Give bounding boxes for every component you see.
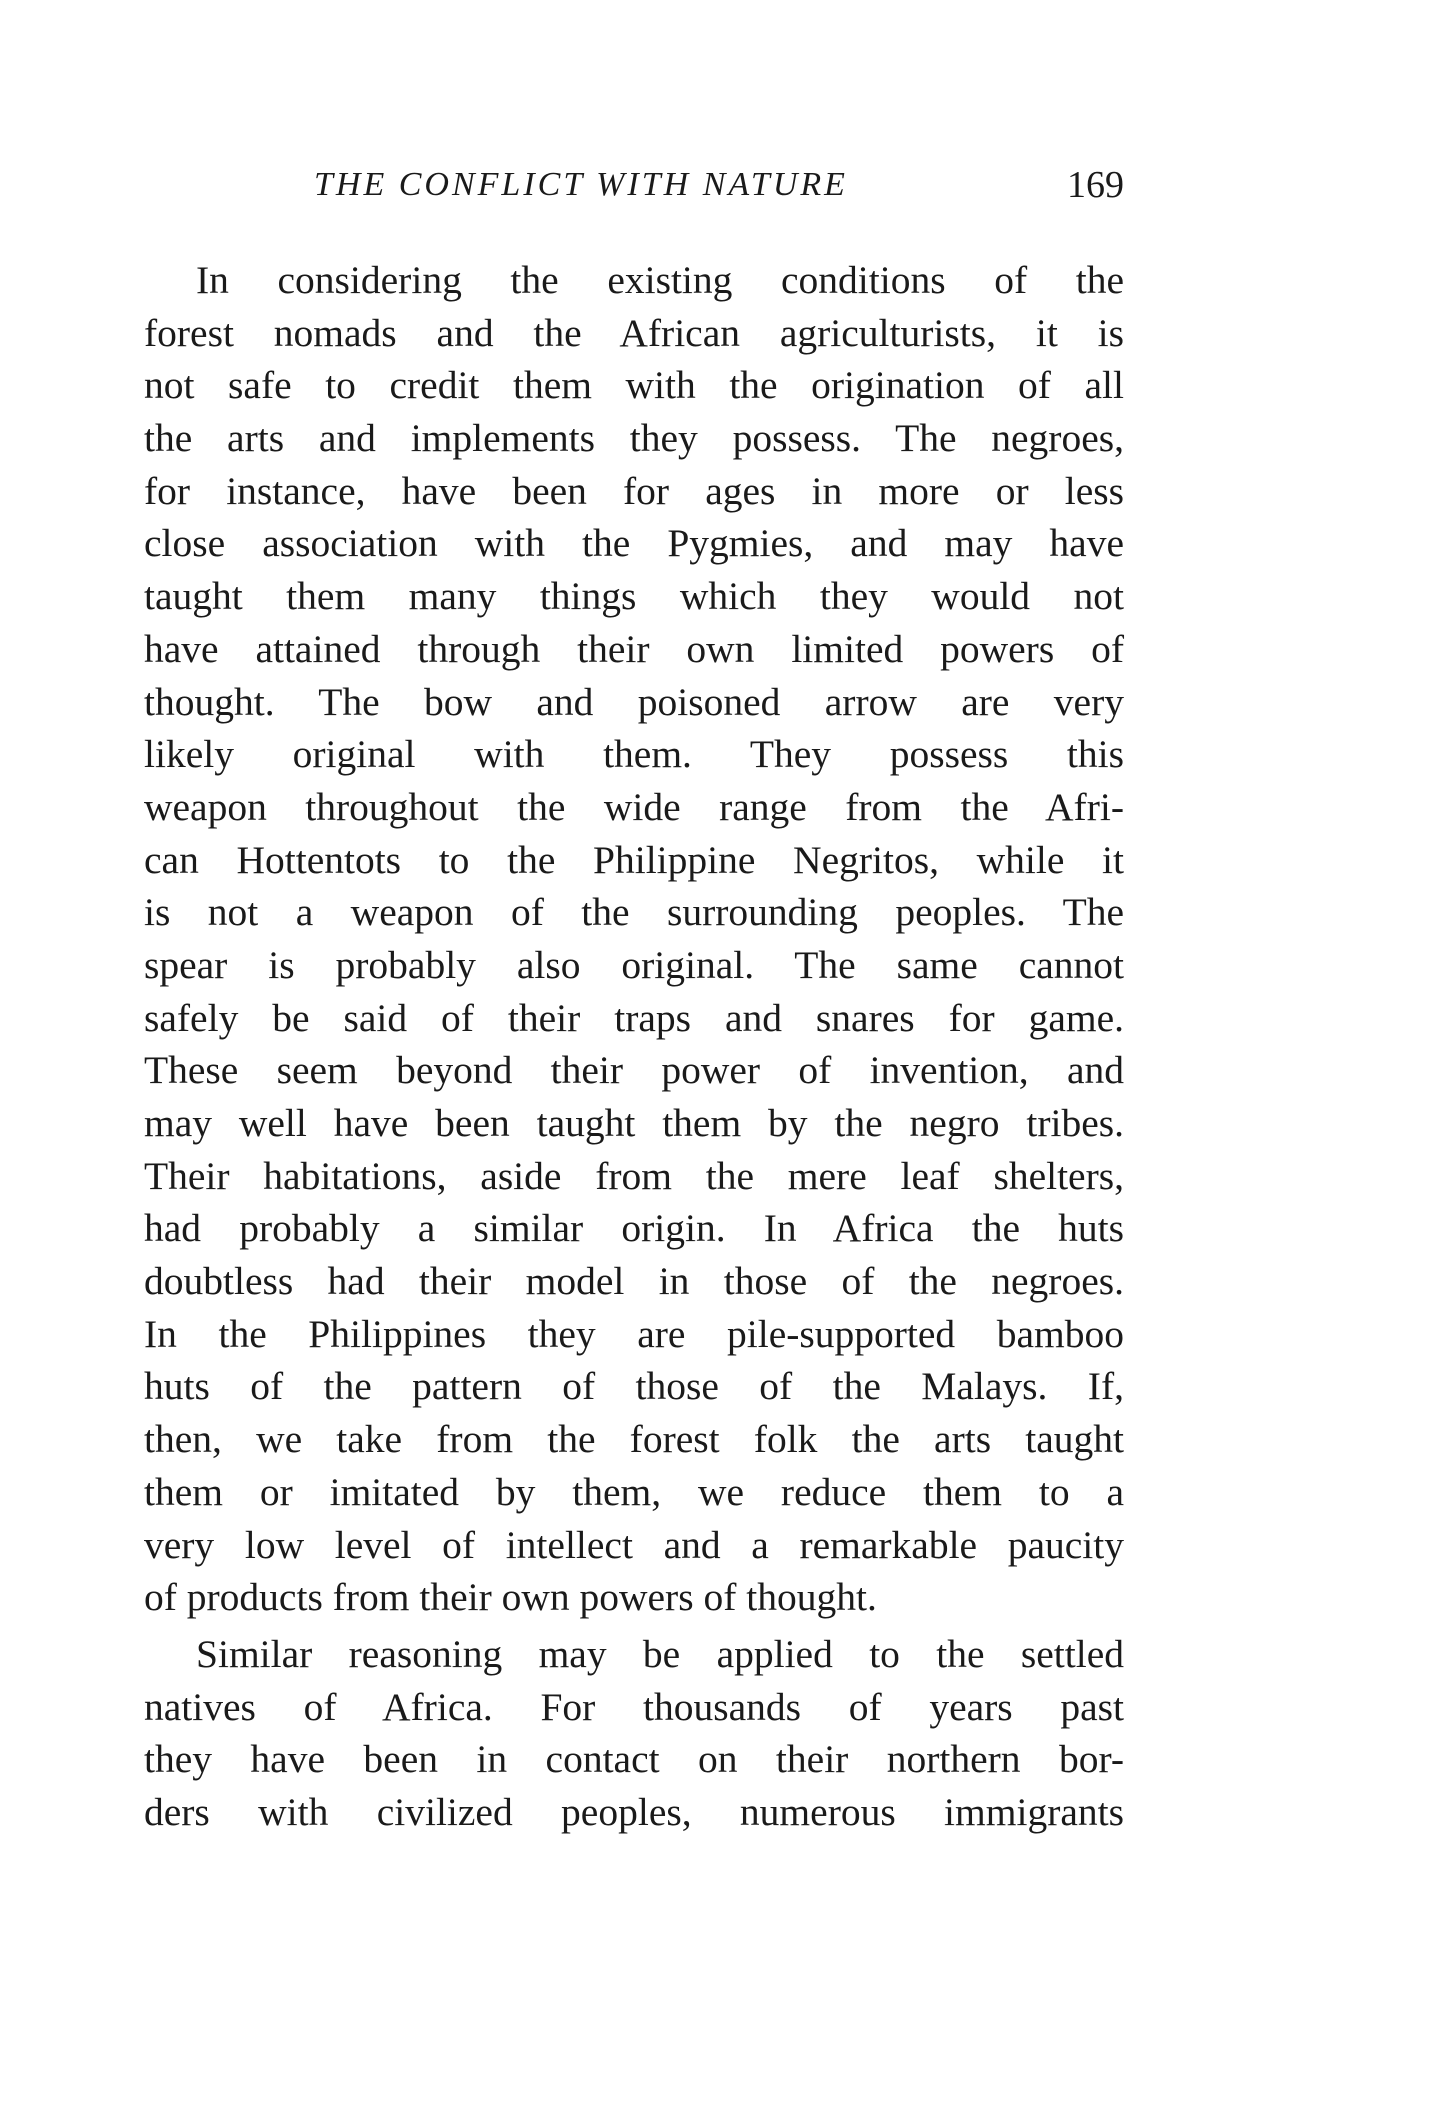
- text-line: they have been in contact on their northern bor-: [144, 1737, 1124, 1782]
- text-line: weapon throughout the wide range from the Afri-: [144, 784, 1124, 829]
- text-line: These seem beyond their power of invention, and: [144, 1048, 1124, 1093]
- text-line: safely be said of their traps and snares for game.: [144, 995, 1124, 1040]
- text-line: close association with the Pygmies, and may have: [144, 521, 1124, 566]
- running-title: THE CONFLICT WITH NATURE: [314, 166, 848, 203]
- paragraph-1: [144, 254, 1124, 1624]
- text-line: forest nomads and the African agriculturists, it is: [144, 310, 1124, 355]
- text-line: then, we take from the forest folk the arts taught: [144, 1417, 1124, 1462]
- text-line: have attained through their own limited powers of: [144, 626, 1124, 671]
- text-line: had probably a similar origin. In Africa the huts: [144, 1206, 1124, 1251]
- text-line: may well have been taught them by the negro tribes.: [144, 1101, 1124, 1145]
- text-line: the arts and implements they possess. The negroes,: [144, 416, 1124, 461]
- text-line: doubtless had their model in those of the negroes.: [144, 1259, 1124, 1304]
- text-line: them or imitated by them, we reduce them to a: [144, 1469, 1124, 1514]
- text-line: huts of the pattern of those of the Malays. If,: [144, 1364, 1124, 1409]
- text-line: In considering the existing conditions of the: [196, 258, 1124, 302]
- text-line: likely original with them. They possess this: [144, 732, 1124, 777]
- page-number: 169: [1067, 164, 1124, 206]
- text-line: spear is probably also original. The same cannot: [144, 942, 1124, 987]
- text-line: In the Philippines they are pile-supported bamboo: [144, 1311, 1124, 1356]
- body-text: [144, 254, 1124, 1839]
- text-line: is not a weapon of the surrounding peoples. The: [144, 890, 1124, 935]
- text-line: of products from their own powers of thought.: [144, 1575, 877, 1620]
- text-line: natives of Africa. For thousands of years past: [144, 1684, 1124, 1729]
- text-line: thought. The bow and poisoned arrow are very: [144, 679, 1124, 724]
- text-line: can Hottentots to the Philippine Negritos, while it: [144, 837, 1124, 882]
- running-head: [144, 160, 1124, 210]
- text-line: Similar reasoning may be applied to the settled: [196, 1631, 1124, 1676]
- text-line: Their habitations, aside from the mere leaf shelters,: [144, 1153, 1124, 1198]
- text-line: ders with civilized peoples, numerous immigrants: [144, 1789, 1124, 1834]
- text-line: for instance, have been for ages in more or less: [144, 468, 1124, 513]
- paragraph-2: [144, 1628, 1124, 1839]
- text-line: very low level of intellect and a remarkable paucity: [144, 1522, 1124, 1567]
- text-line: taught them many things which they would not: [144, 574, 1124, 619]
- text-line: not safe to credit them with the origination of all: [144, 363, 1124, 408]
